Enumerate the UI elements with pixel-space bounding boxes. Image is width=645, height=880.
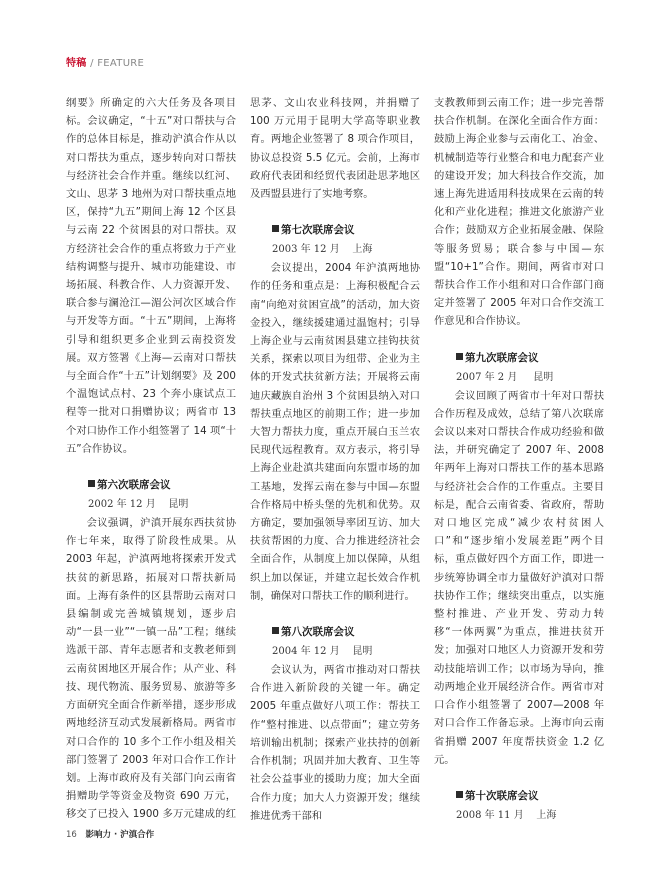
meeting-date-location: 2003 年 12 月 上海 bbox=[272, 244, 373, 256]
square-bullet-icon bbox=[272, 225, 279, 232]
page-number: 16 bbox=[66, 830, 77, 840]
section-heading: 第九次联席会议 bbox=[456, 349, 604, 367]
section-heading: 第七次联席会议 bbox=[272, 221, 420, 239]
square-bullet-icon bbox=[272, 627, 279, 634]
paragraph: 纲要》所确定的六大任务及各项目标。会议确定，“十五”对口帮扶与合作的总体目标是，推动沪滇合作从以对口帮扶为重点，逐步转向对口帮扶与经济社会合作并重。继续以红河、文山、思茅 3 地州为对口帮扶重点地区，保持“九五”期间上海 12 个区县与云南 22 个贫困县的对口帮扶。双方经济社会合作的重点将致力于产业结构调整与提升、城市功能建设、市场拓展、科教合作、人力资源开发、联合参与澜沧江—湄公河次区域合作与开发等方面。“十五”期间，上海将引导和组织更多企业到云南投资发展。双方签署《上海—云南对口帮扶与全面合作“十五”计划纲要》及 200 个温饱试点村、23 个奔小康试点工程等一批对口捐赠协议；两省市 13 个对口协作工作小组签署了 14 项“十五”合作协议。 bbox=[66, 97, 236, 455]
column-1 bbox=[66, 94, 236, 824]
section-heading: 第六次联席会议 bbox=[88, 476, 236, 494]
section-header bbox=[66, 54, 144, 69]
page-footer bbox=[66, 828, 154, 840]
square-bullet-icon bbox=[456, 791, 463, 798]
meeting-date-location: 2004 年 12 月 昆明 bbox=[272, 646, 373, 658]
square-bullet-icon bbox=[88, 480, 95, 487]
paragraph: 会议强调，沪滇开展东西扶贫协作七年来，取得了阶段性成果。从 2003 年起，沪滇两地将探索开发式扶贫的新思路，拓展对口帮扶新局面。上海有条件的区县帮助云南对口县编制或完善城镇规划，逐步启动“一县一业”“一镇一品”工程；继续选派干部、青年志愿者和支教老师到云南贫困地区开展合作；从产业、科技、现代物流、服务贸易、旅游等多方面研究全面合作新举措，逐步形成两地经济互动式发展新格局。两省市对口合作的 10 多个工作小组及相关部门签署了 2003 年对口合作工作计划。上海市政府及有关部门向云南省捐赠助学等资金及物资 690 万元，移交了已投入 1900 多万元建成的红 bbox=[66, 517, 236, 821]
paragraph: 思茅、文山农业科技网，并捐赠了 100 万元用于昆明大学高等职业教育。两地企业签署了 8 项合作项目，协议总投资 5.5 亿元。会前，上海市政府代表团和经贸代表团赴思茅地区及西盟县进行了实地考察。 bbox=[250, 97, 420, 201]
section-heading: 第十次联席会议 bbox=[456, 787, 604, 805]
meeting-date-location: 2002 年 12 月 昆明 bbox=[88, 499, 189, 511]
paragraph: 会议回顾了两省市十年对口帮扶合作历程及成效，总结了第八次联席会议以来对口帮扶合作成功经验和做法，并研究确定了 2007 年、2008 年两年上海对口帮扶工作的基本思路与经济社会合作的工作重点。主要目标是，配合云南省委、省政府，帮助对口地区完成“减少农村贫困人口”和“逐步缩小发展差距”两个目标，重点做好四个方面工作，即进一步统筹协调全市力量做好沪滇对口帮扶协作工作；继续突出重点，以实施整村推进、产业开发、劳动力转移“一体两翼”为重点，推进扶贫开发；加强对口地区人力资源开发和劳动技能培训工作；以市场为导向，推动两地企业开展经济合作。两省市对口合作小组签署了 2007—2008 年对口合作工作备忘录。上海市向云南省捐赠 2007 年度帮扶资金 1.2 亿元。 bbox=[434, 389, 604, 766]
article-body bbox=[66, 94, 604, 824]
section-tag: 特稿 bbox=[66, 58, 87, 69]
section-feature-label: FEATURE bbox=[97, 58, 145, 69]
publication-name: 影响力 · 沪滇合作 bbox=[85, 830, 155, 840]
column-3 bbox=[434, 94, 604, 824]
section-heading: 第八次联席会议 bbox=[272, 623, 420, 641]
paragraph: 支教教师到云南工作；进一步完善帮扶合作机制。在深化全面合作方面：鼓励上海企业参与云南化工、冶金、机械制造等行业整合和电力配套产业的建设开发；加大科技合作交流，加速上海先进适用科技成果在云南的转化和产业化进程；推进文化旅游产业合作；鼓励双方企业拓展金融、保险等服务贸易；联合参与中国—东盟“10+1”合作。期间，两省市对口帮扶合作工作小组和对口合作部门商定并签署了 2005 年对口合作交流工作意见和合作协议。 bbox=[434, 97, 604, 328]
column-2 bbox=[250, 94, 420, 824]
meeting-date-location: 2007 年 2 月 昆明 bbox=[456, 371, 554, 383]
meeting-date-location: 2008 年 11 月 上海 bbox=[456, 809, 557, 821]
square-bullet-icon bbox=[456, 353, 463, 360]
header-separator: / bbox=[90, 58, 94, 69]
paragraph: 会议认为，两省市推动对口帮扶合作进入新阶段的关键一年。确定 2005 年重点做好八项工作：帮扶工作“整村推进、以点带面”；建立劳务培训输出机制；探索产业扶持的创新合作机制；巩固并加大教育、卫生等社会公益事业的援助力度；加大全面合作力度；加大人力资源开发；继续推进优秀干部和 bbox=[250, 664, 420, 822]
paragraph: 会议提出，2004 年沪滇两地协作的任务和重点是：上海积极配合云南“向绝对贫困宣战”的活动，加大资金投入，继续援建通过温饱村；引导上海企业与云南贫困县建立挂钩扶贫关系，探索以项目为纽带、企业为主体的开发式扶贫新方法；开展将云南迪庆藏族自治州 3 个贫困县纳入对口帮扶重点地区的前期工作；进一步加大智力帮扶力度，重点开展白玉兰农民现代远程教育。双方表示，将引导上海企业赴滇共建面向东盟市场的加工基地，发挥云南在参与中国—东盟合作格局中桥头堡的先机和优势。双方确定，要加强领导率团互访、加大扶贫帮困的力度、合力推进经济社会全面合作，从制度上加以保障，从组织上加以保证，并建立起长效合作机制，确保对口帮扶工作的顺利进行。 bbox=[250, 262, 420, 602]
